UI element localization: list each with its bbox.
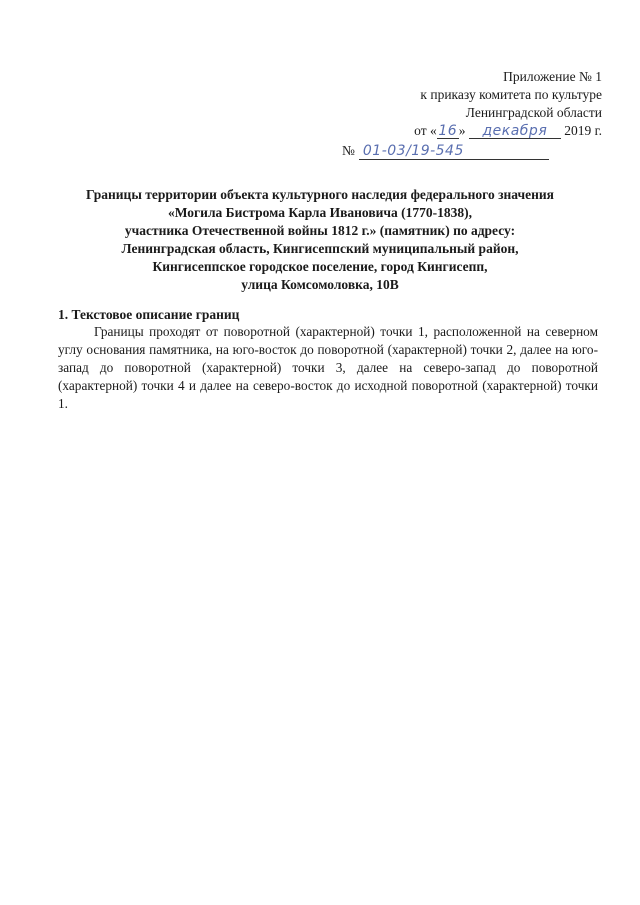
date-mid: »	[458, 123, 466, 138]
order-reference: к приказу комитета по культуре	[420, 87, 602, 102]
section-heading: 1. Текстовое описание границ	[58, 307, 240, 322]
appendix-label: Приложение № 1	[503, 69, 602, 84]
title-line-3: участника Отечественной войны 1812 г.» (памятник) по адресу:	[124, 223, 516, 238]
region-name: Ленинградской области	[465, 105, 602, 120]
number-handwritten: 01-03/19-545	[359, 143, 549, 160]
order-date	[342, 122, 602, 140]
document-title	[40, 186, 600, 294]
boundary-description: Границы проходят от поворотной (характерной) точки 1, расположенной на северном углу основания памятника, на юго-восток до поворотной (характерной) точки 2, далее на юго-запад до поворотной (характерной) точки 3, далее на северо-запад до поворотной (характерной) точки 4 и далее на северо-восток до исходной поворотной (характерной) точки 1.	[58, 324, 598, 411]
title-line-1: Границы территории объекта культурного наследия федерального значения	[86, 187, 554, 202]
date-month-handwritten: декабря	[469, 124, 561, 139]
order-number	[342, 142, 602, 160]
date-prefix: от «	[414, 123, 437, 138]
title-line-5: Кингисеппское городское поселение, город Кингисепп,	[152, 259, 488, 274]
appendix-header	[342, 68, 602, 160]
number-sign: №	[342, 143, 355, 158]
date-year: 2019 г.	[564, 123, 602, 138]
title-line-4: Ленинградская область, Кингисеппский муниципальный район,	[121, 241, 519, 256]
title-line-2: «Могила Бистрома Карла Ивановича (1770-1838),	[167, 205, 473, 220]
title-line-6: улица Комсомоловка, 10В	[241, 277, 399, 292]
date-day-handwritten: 16	[438, 123, 458, 139]
